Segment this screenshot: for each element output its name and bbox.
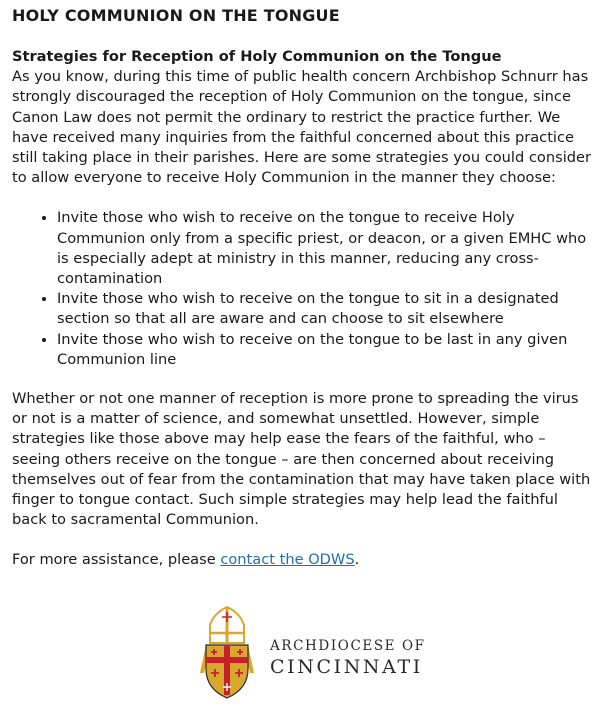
wordmark-line-1: ARCHDIOCESE OF bbox=[270, 638, 426, 654]
strategy-list bbox=[12, 208, 596, 370]
list-item: • Invite those who wish to receive on the tongue to sit in a designated section so that all are aware and can choose to sit elsewhere bbox=[57, 289, 596, 329]
archdiocese-crest-icon bbox=[192, 603, 262, 703]
assistance-prefix: For more assistance, please bbox=[12, 551, 221, 569]
list-item: • Invite those who wish to receive on the tongue to be last in any given Communion line bbox=[57, 330, 596, 370]
archdiocese-wordmark bbox=[270, 638, 426, 678]
document-body bbox=[12, 47, 596, 571]
intro-paragraph: As you know, during this time of public health concern Archbishop Schnurr has strongly discouraged the reception of Holy Communion on the tongue, since Canon Law does not permit the ordinary to restrict the practice further. We have received many inquiries from the faithful concerned about this practice still taking place in their parishes. Here are some strategies you could consider to allow everyone to receive Holy Communion in the manner they choose: bbox=[12, 68, 591, 187]
contact-odws-link[interactable]: contact the ODWS bbox=[220, 551, 355, 569]
list-item: • Invite those who wish to receive on the tongue to receive Holy Communion only from a specific priest, or deacon, or a given EMHC who is especially adept at ministry in this manner, reducing any cross-contamination bbox=[57, 208, 596, 289]
assistance-line bbox=[12, 550, 596, 570]
wordmark-line-2: CINCINNATI bbox=[270, 656, 423, 678]
section-subheading: Strategies for Reception of Holy Communion on the Tongue bbox=[12, 48, 502, 65]
assistance-suffix: . bbox=[354, 551, 360, 569]
document-title: HOLY COMMUNION ON THE TONGUE bbox=[12, 6, 340, 25]
archdiocese-logo bbox=[192, 603, 452, 703]
closing-paragraph: Whether or not one manner of reception is more prone to spreading the virus or not is a matter of science, and somewhat unsettled. However, simple strategies like those above may help ease the fears of the faithful, who – seeing others receive on the tongue – are then concerned about receiving themselves out of fear from the contamination that may have taken place with finger to tongue contact. Such simple strategies may help lead the faithful back to sacramental Communion. bbox=[12, 390, 591, 529]
